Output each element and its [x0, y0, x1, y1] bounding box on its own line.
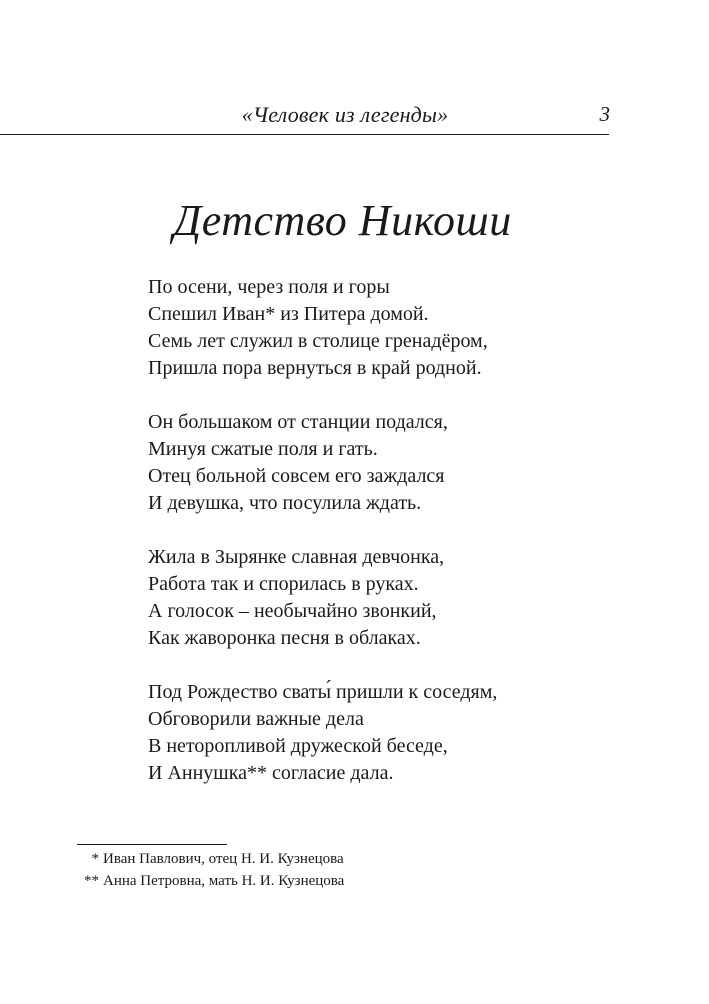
poem-line: Жила в Зырянке славная девчонка,	[148, 546, 445, 568]
footnote	[77, 848, 497, 870]
stanza-2	[148, 409, 608, 517]
poem-line: В неторопливой дружеской беседе,	[148, 735, 448, 757]
footnote-mark: **	[84, 873, 99, 889]
page-number: 3	[599, 102, 610, 126]
poem-line: Спешил Иван* из Питера домой.	[148, 303, 429, 325]
stanza-4	[148, 679, 608, 787]
footnote-rule	[77, 844, 227, 845]
poem-line: Под Рождество сваты́ пришли к соседям,	[148, 681, 498, 703]
stanza-3	[148, 544, 608, 652]
poem-line: И девушка, что посулила ждать.	[148, 492, 422, 514]
poem-line: Пришла пора вернуться в край родной.	[148, 357, 482, 379]
stanza-1	[148, 274, 608, 382]
footnote-mark: *	[91, 851, 99, 867]
poem	[148, 274, 608, 814]
footnotes	[77, 848, 497, 892]
footnote-text: Анна Петровна, мать Н. И. Кузнецова	[103, 873, 345, 889]
poem-line: Обговорили важные дела	[148, 708, 364, 730]
poem-line: Минуя сжатые поля и гать.	[148, 438, 378, 460]
footnote	[77, 870, 497, 892]
poem-line: Работа так и спорилась в руках.	[148, 573, 419, 595]
header-rule	[0, 134, 609, 135]
poem-line: По осени, через поля и горы	[148, 276, 390, 298]
chapter-title: Детство Никоши	[173, 196, 512, 245]
poem-line: И Аннушка** согласие дала.	[148, 762, 394, 784]
poem-line: Семь лет служил в столице гренадёром,	[148, 330, 488, 352]
poem-line: Отец больной совсем его заждался	[148, 465, 445, 487]
poem-line: Как жаворонка песня в облаках.	[148, 627, 421, 649]
running-title: «Человек из легенды»	[241, 102, 449, 127]
poem-line: А голосок – необычайно звонкий,	[148, 600, 437, 622]
poem-line: Он большаком от станции подался,	[148, 411, 448, 433]
footnote-text: Иван Павлович, отец Н. И. Кузнецова	[103, 851, 344, 867]
